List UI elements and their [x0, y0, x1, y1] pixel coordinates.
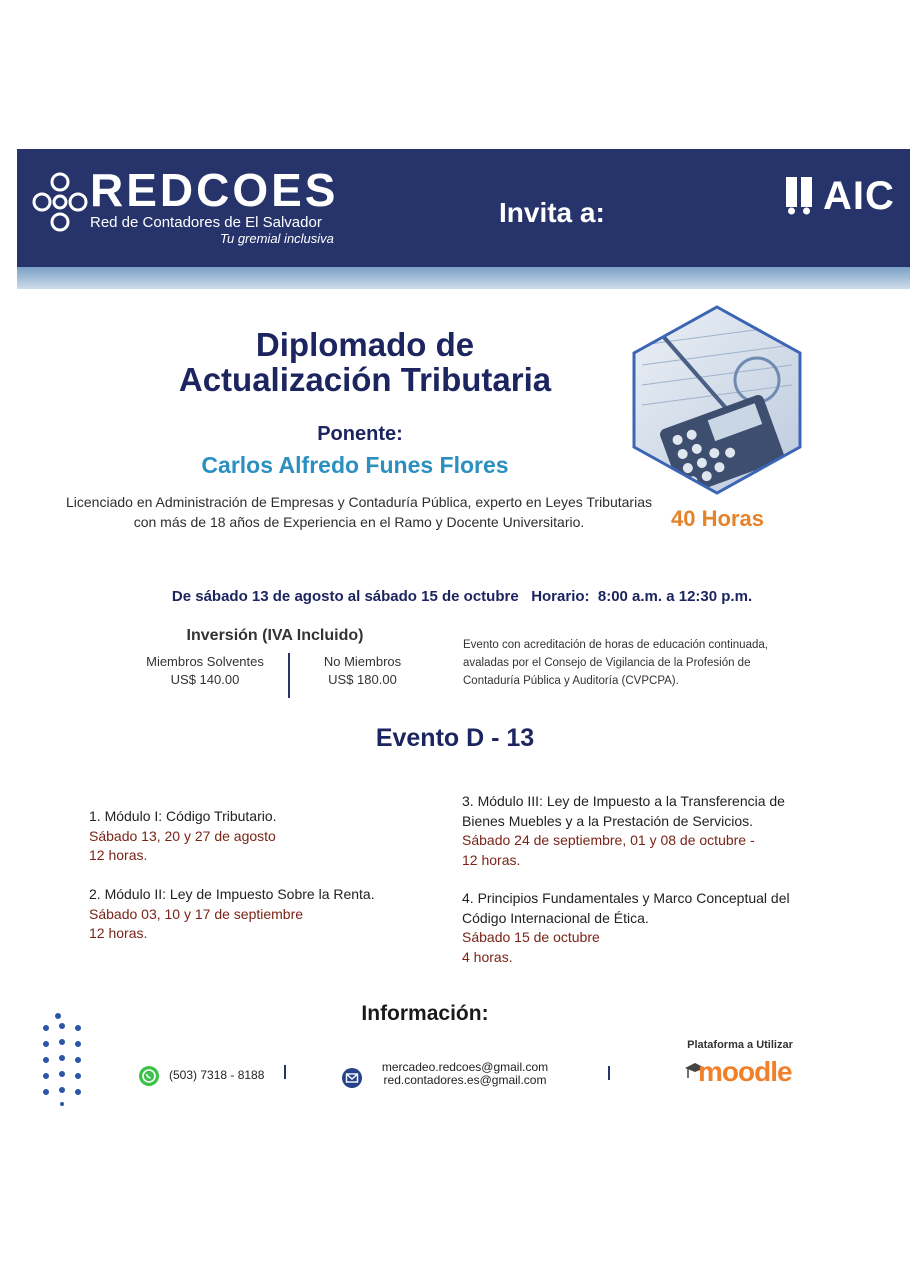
email-list	[370, 1061, 560, 1087]
module-title: 4. Principios Fundamentales y Marco Conceptual del Código Internacional de Ética.	[462, 890, 790, 926]
info-title: Información:	[361, 1002, 489, 1025]
module-title: 2. Módulo II: Ley de Impuesto Sobre la Renta.	[89, 886, 375, 902]
platform-label: Plataforma a Utilizar	[687, 1039, 793, 1051]
email-link[interactable]: red.contadores.es@gmail.com	[383, 1073, 547, 1087]
mail-icon	[341, 1067, 363, 1089]
logo-title: REDCOES	[90, 164, 339, 216]
course-title	[110, 327, 620, 397]
speaker-bio: Licenciado en Administración de Empresas y Contaduría Pública, experto en Leyes Tributarias con más de 18 años de Experiencia en el Ramo y Docente Universitario.	[66, 494, 652, 530]
header-banner	[17, 149, 910, 289]
logo-subtitle: Red de Contadores de El Salvador	[90, 214, 322, 231]
course-title-line2: Actualización Tributaria	[178, 361, 552, 398]
module-dates: Sábado 15 de octubre	[462, 929, 600, 945]
header-gradient-band	[17, 267, 910, 289]
members-price-column	[140, 653, 270, 689]
investment-title: Inversión (IVA Incluido)	[186, 627, 364, 644]
course-title-line1: Diplomado de	[255, 326, 475, 363]
module-hours: 12 horas.	[462, 851, 521, 868]
module-title: 3. Módulo III: Ley de Impuesto a la Transferencia de Bienes Muebles y a la Prestación de Servicios.	[462, 793, 785, 829]
decorative-dots-icon	[40, 1012, 90, 1107]
accreditation-note: Evento con acreditación de horas de educación continuada, avaladas por el Consejo de Vigilancia de la Profesión de Contaduría Pública y Auditoría (CVPCPA).	[463, 639, 768, 687]
members-price: US$ 140.00	[170, 672, 240, 687]
logo-tagline: Tu gremial inclusiva	[220, 231, 334, 246]
redcoes-logo-icon	[32, 172, 88, 232]
contact-separator	[608, 1066, 610, 1080]
module-dates: Sábado 03, 10 y 17 de septiembre	[89, 905, 304, 922]
calculator-finance-hexagon-icon	[622, 305, 812, 495]
whatsapp-icon	[138, 1065, 160, 1087]
module-item	[89, 807, 429, 866]
non-members-price: US$ 180.00	[328, 672, 397, 687]
aic-logo-icon	[785, 177, 815, 215]
module-hours: 12 horas.	[89, 925, 148, 941]
members-label: Miembros Solventes	[146, 654, 264, 669]
schedule-line	[30, 588, 894, 605]
non-members-price-column	[305, 653, 420, 689]
schedule-time: Horario: 8:00 a.m. a 12:30 p.m.	[531, 588, 753, 605]
schedule-dates: De sábado 13 de agosto al sábado 15 de octubre	[171, 588, 519, 605]
price-divider	[288, 653, 290, 698]
speaker-name: Carlos Alfredo Funes Flores	[201, 452, 509, 478]
module-hours: 4 horas.	[462, 948, 513, 965]
non-members-label: No Miembros	[323, 654, 402, 669]
module-item	[462, 889, 832, 967]
module-item	[89, 885, 429, 944]
module-title: 1. Módulo I: Código Tributario.	[89, 808, 277, 824]
module-dates: Sábado 13, 20 y 27 de agosto	[89, 827, 276, 844]
invite-text: Invita a:	[499, 197, 605, 228]
module-hours: 12 horas.	[89, 847, 148, 863]
course-hours: 40 Horas	[671, 506, 764, 531]
email-link[interactable]: mercadeo.redcoes@gmail.com	[381, 1060, 549, 1074]
speaker-label: Ponente:	[317, 423, 403, 445]
event-code: Evento D - 13	[375, 724, 535, 752]
phone-number[interactable]: (503) 7318 - 8188	[169, 1068, 265, 1082]
moodle-logo: moodle	[698, 1056, 792, 1087]
module-item	[462, 792, 822, 870]
aic-logo-text: AIC	[823, 174, 895, 218]
contact-separator	[284, 1065, 286, 1079]
module-dates: Sábado 24 de septiembre, 01 y 08 de octubre -	[462, 832, 755, 848]
